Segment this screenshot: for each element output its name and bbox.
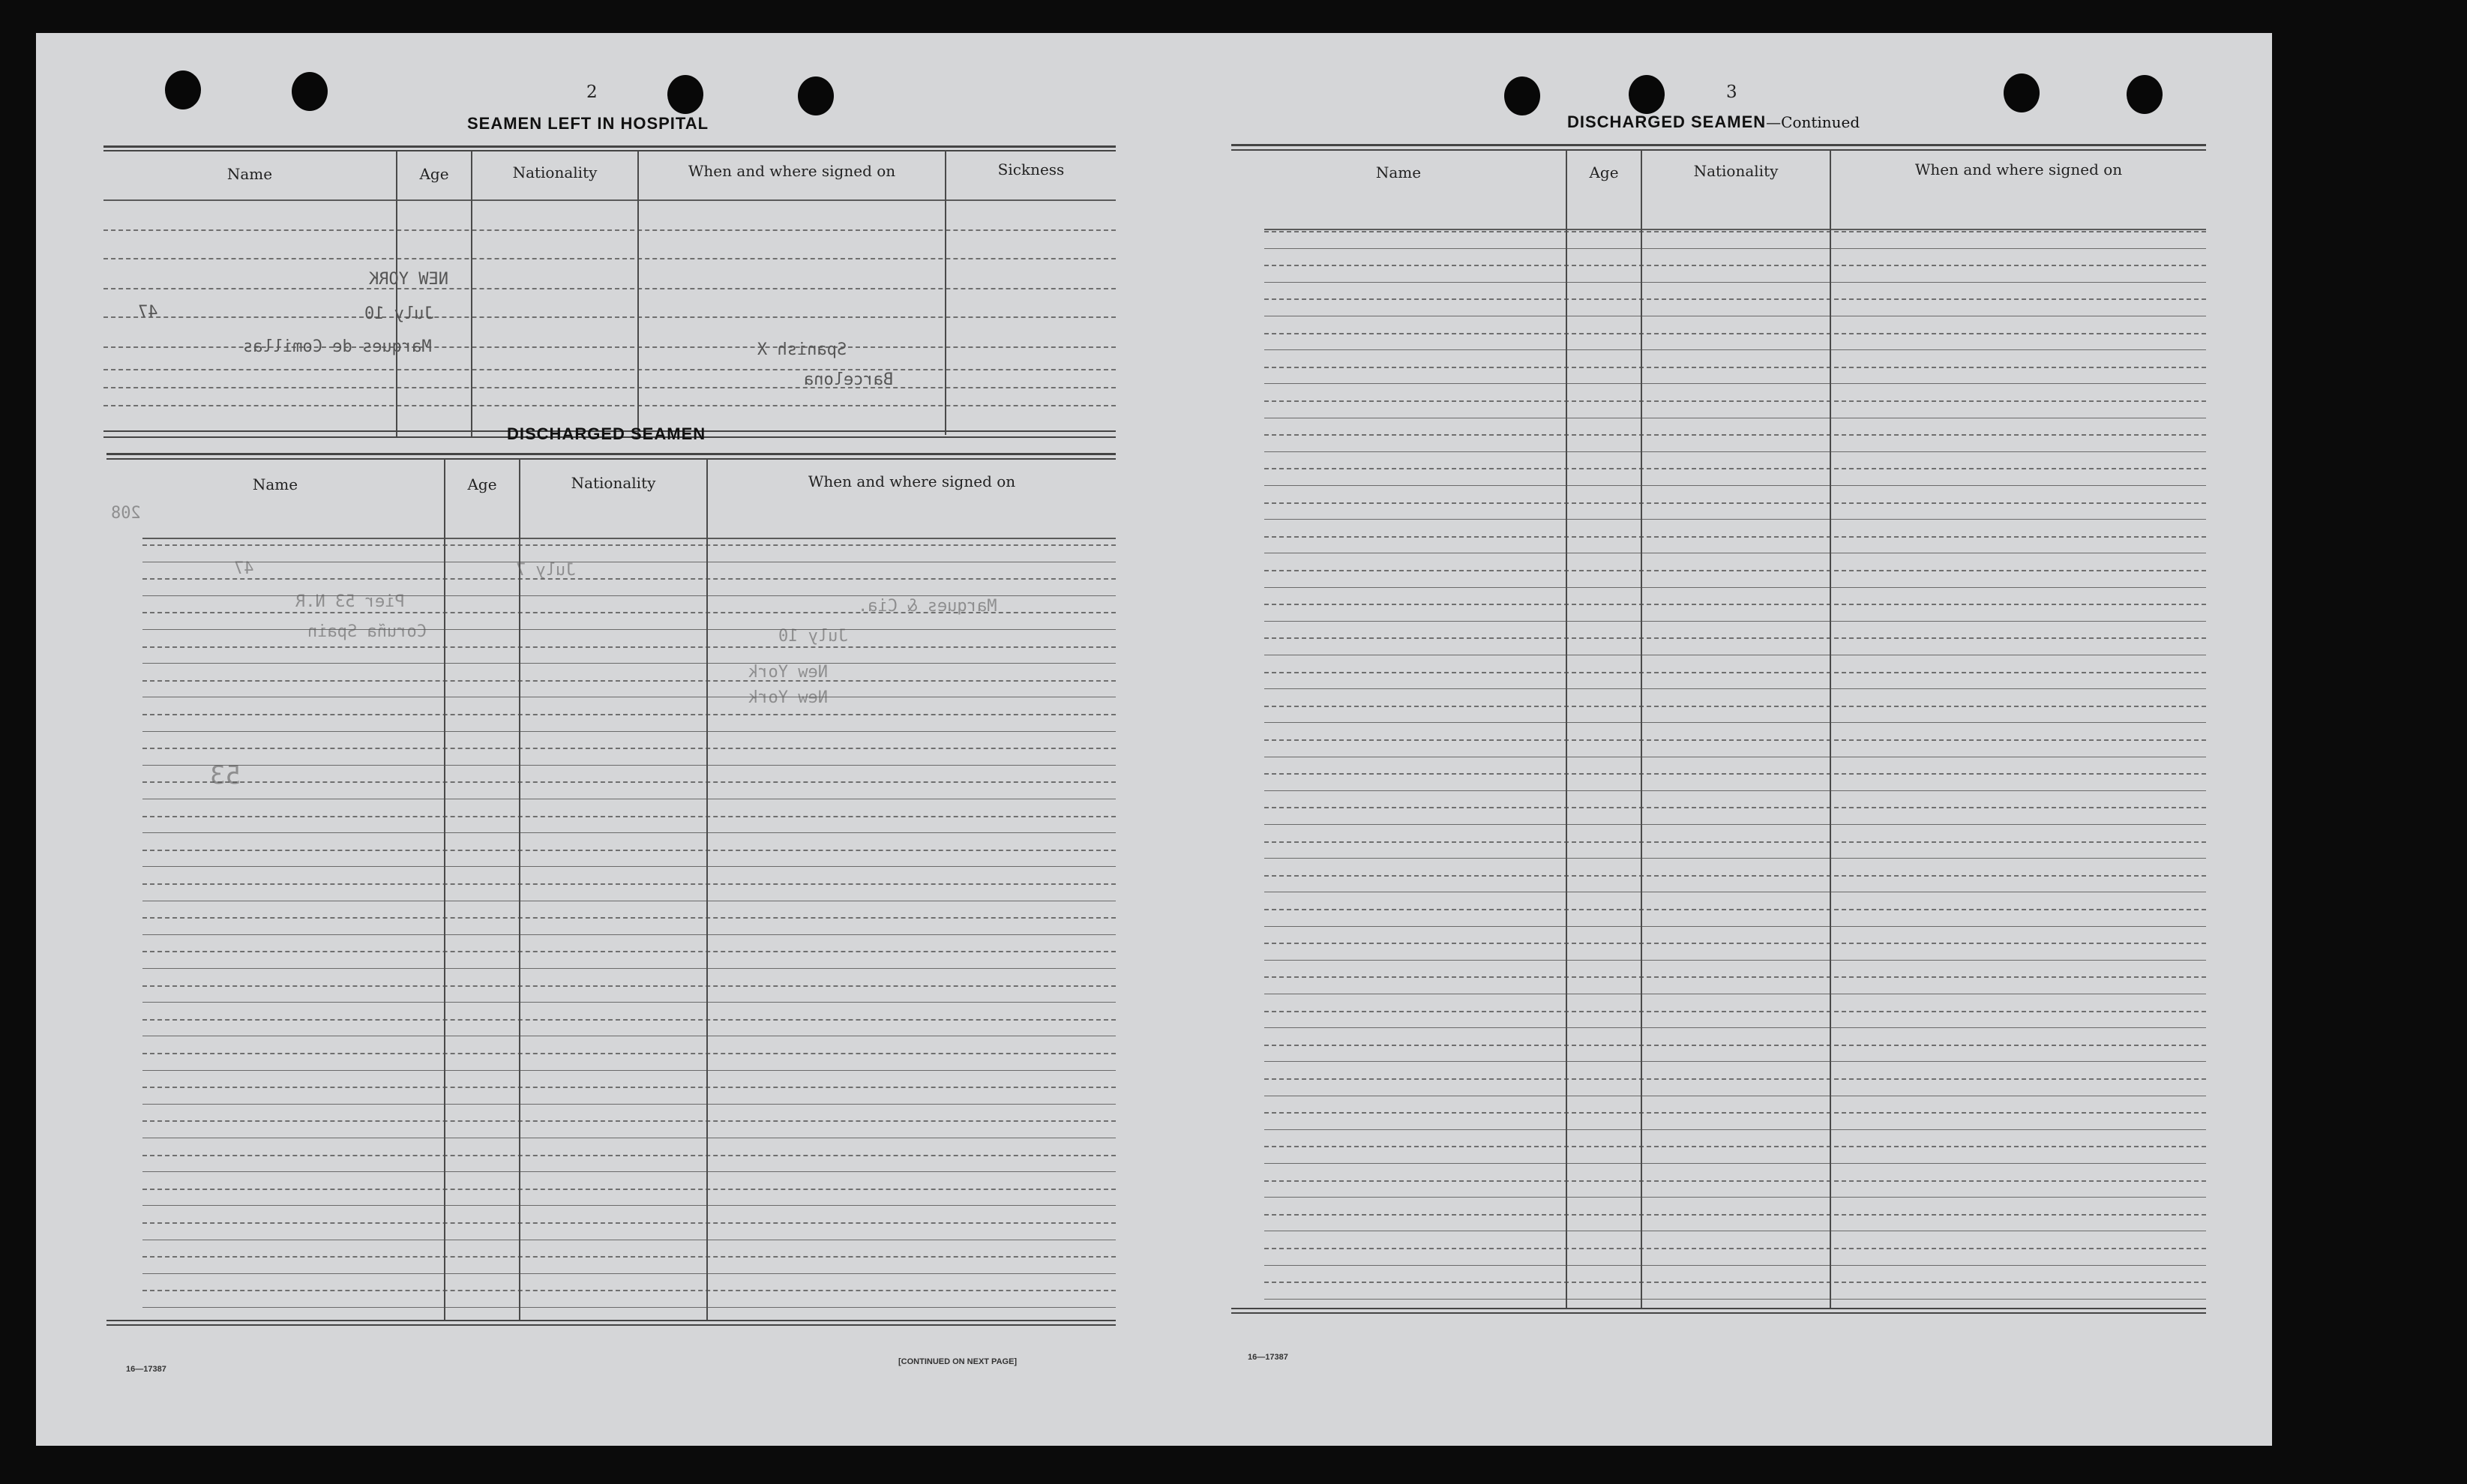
punch-hole — [667, 75, 703, 114]
table-row-line — [142, 1290, 1116, 1291]
table-row-line — [1264, 773, 2206, 775]
table-row-line — [1264, 587, 2206, 588]
table-row-line — [142, 544, 1116, 546]
table-row-line — [1264, 976, 2206, 978]
table-row-line — [142, 663, 1116, 664]
table-row-line — [1264, 282, 2206, 283]
discharged-col-nationality: Nationality — [571, 474, 656, 492]
table-row-line — [142, 1171, 1116, 1172]
table-row-line — [1264, 1282, 2206, 1283]
left-form-number: 16—17387 — [126, 1365, 166, 1374]
table-row-line — [1264, 824, 2206, 825]
table-row-line — [142, 1104, 1116, 1105]
right-title-suffix: —Continued — [1766, 113, 1860, 131]
hospital-row-line — [103, 288, 1116, 289]
table-row-line — [142, 1120, 1116, 1122]
table-row-line — [1264, 349, 2206, 350]
right-col-divider — [1830, 150, 1831, 1309]
table-row-line — [142, 731, 1116, 732]
table-row-line — [1264, 1214, 2206, 1216]
table-row-line — [1264, 248, 2206, 249]
discharged-bottom-rule-2 — [106, 1324, 1116, 1326]
hospital-col-sickness: Sickness — [997, 160, 1065, 178]
table-row-line — [1264, 672, 2206, 673]
table-row-line — [142, 1273, 1116, 1274]
table-row-line — [1264, 1180, 2206, 1182]
table-row-line — [1264, 451, 2206, 452]
discharged-top-rule-2 — [106, 458, 1116, 460]
punch-hole — [2004, 73, 2040, 112]
table-row-line — [142, 646, 1116, 648]
punch-hole — [2127, 75, 2163, 114]
table-row-line — [1264, 383, 2206, 384]
table-row-line — [1264, 875, 2206, 877]
right-col-signed-on: When and where signed on — [1914, 160, 2123, 178]
table-row-line — [1264, 1027, 2206, 1028]
table-row-line — [142, 1256, 1116, 1258]
hospital-col-age: Age — [419, 165, 449, 183]
table-row-line — [1264, 1197, 2206, 1198]
table-row-line — [142, 748, 1116, 749]
hospital-col-divider — [471, 151, 472, 438]
table-row-line — [142, 1087, 1116, 1088]
table-row-line — [1264, 468, 2206, 469]
bleed-text: 53 — [210, 760, 241, 790]
table-row-line — [142, 850, 1116, 851]
hospital-top-rule — [103, 145, 1116, 148]
table-row-line — [142, 866, 1116, 867]
hospital-col-divider — [396, 151, 397, 438]
table-row-line — [142, 1002, 1116, 1003]
table-row-line — [1264, 367, 2206, 368]
bleed-text: Marques de Comillas — [243, 337, 432, 356]
table-row-line — [1264, 1248, 2206, 1249]
discharged-col-signed-on: When and where signed on — [808, 472, 1016, 490]
table-row-line — [142, 934, 1116, 935]
bleed-text: 47 — [138, 303, 158, 322]
bleed-text: New York — [748, 663, 828, 682]
bleed-text: Marques & Cia. — [858, 597, 997, 616]
right-title-main: DISCHARGED SEAMEN — [1567, 112, 1767, 131]
hospital-row-line — [103, 258, 1116, 259]
table-row-line — [1264, 536, 2206, 538]
table-row-line — [1264, 1146, 2206, 1147]
right-col-nationality: Nationality — [1693, 162, 1779, 180]
table-row-line — [1264, 909, 2206, 910]
table-row-line — [1264, 1299, 2206, 1300]
discharged-top-rule — [106, 453, 1116, 455]
table-row-line — [1264, 637, 2206, 639]
table-row-line — [1264, 926, 2206, 927]
table-row-line — [142, 595, 1116, 596]
table-row-line — [1264, 502, 2206, 504]
table-row-line — [142, 816, 1116, 817]
table-row-line — [142, 883, 1116, 885]
discharged-col-divider — [706, 459, 708, 1321]
right-bottom-rule — [1231, 1308, 2206, 1309]
right-bottom-rule-2 — [1231, 1312, 2206, 1314]
discharged-col-divider — [444, 459, 445, 1321]
table-row-line — [1264, 604, 2206, 605]
table-row-line — [1264, 706, 2206, 707]
table-row-line — [1264, 722, 2206, 723]
right-top-rule-2 — [1231, 149, 2206, 151]
table-row-line — [142, 1019, 1116, 1021]
hospital-top-rule-2 — [103, 150, 1116, 151]
table-row-line — [1264, 739, 2206, 741]
table-row-line — [142, 832, 1116, 833]
table-row-line — [1264, 434, 2206, 436]
hospital-row-line — [103, 369, 1116, 370]
table-row-line — [1264, 298, 2206, 300]
table-row-line — [1264, 1045, 2206, 1046]
hospital-row-line — [103, 229, 1116, 231]
bleed-text: NEW YORK — [369, 270, 448, 289]
table-row-line — [1264, 1112, 2206, 1114]
table-row-line — [1264, 519, 2206, 520]
table-row-line — [1264, 265, 2206, 266]
right-page-number: 3 — [1726, 82, 1737, 102]
table-row-line — [1264, 790, 2206, 791]
table-row-line — [1264, 807, 2206, 808]
table-row-line — [142, 951, 1116, 952]
bleed-text: 208 — [111, 504, 141, 523]
table-row-line — [142, 968, 1116, 969]
table-row-line — [142, 1070, 1116, 1071]
hospital-col-name: Name — [226, 165, 273, 183]
table-header-rule — [142, 538, 1116, 539]
punch-hole — [165, 70, 201, 109]
discharged-col-name: Name — [252, 475, 298, 493]
discharged-section-title: DISCHARGED SEAMEN — [507, 424, 706, 443]
table-row-line — [1264, 1078, 2206, 1080]
hospital-row-line — [103, 387, 1116, 388]
table-row-line — [142, 1222, 1116, 1224]
table-row-line — [142, 1155, 1116, 1156]
table-row-line — [1264, 960, 2206, 961]
table-row-line — [142, 781, 1116, 783]
table-row-line — [142, 917, 1116, 919]
hospital-col-nationality: Nationality — [512, 163, 598, 181]
table-row-line — [1264, 231, 2206, 232]
punch-hole — [292, 72, 328, 111]
table-row-line — [1264, 943, 2206, 944]
table-row-line — [142, 578, 1116, 580]
table-row-line — [1264, 333, 2206, 334]
table-row-line — [142, 1189, 1116, 1190]
bleed-text: July 10 — [364, 304, 434, 323]
continued-note: [CONTINUED ON NEXT PAGE] — [898, 1357, 1018, 1366]
table-row-line — [142, 985, 1116, 987]
left-page-number: 2 — [586, 82, 598, 102]
table-row-line — [142, 765, 1116, 766]
right-col-name: Name — [1375, 163, 1422, 181]
bleed-text: Barcelona — [804, 370, 894, 389]
bleed-text: Spanish X — [757, 340, 847, 359]
bleed-text: 47 — [234, 559, 254, 578]
table-row-line — [1264, 400, 2206, 402]
table-row-line — [1264, 570, 2206, 571]
table-row-line — [142, 1205, 1116, 1206]
hospital-section-title: SEAMEN LEFT IN HOSPITAL — [467, 114, 709, 133]
right-col-divider — [1566, 150, 1567, 1309]
right-col-age: Age — [1589, 163, 1619, 181]
hospital-col-divider — [637, 151, 639, 438]
table-row-line — [142, 1307, 1116, 1308]
bleed-text: July 7 — [516, 561, 576, 580]
bleed-text: Coruña Spain — [307, 622, 427, 641]
hospital-header-rule — [103, 199, 1116, 201]
right-col-divider — [1641, 150, 1642, 1309]
table-row-line — [1264, 1163, 2206, 1164]
table-row-line — [142, 1053, 1116, 1054]
hospital-col-signed-on: When and where signed on — [688, 162, 896, 180]
table-row-line — [1264, 841, 2206, 843]
right-section-title — [1567, 112, 1860, 132]
table-row-line — [1264, 1129, 2206, 1130]
table-header-rule — [1264, 229, 2206, 230]
table-row-line — [142, 680, 1116, 682]
right-form-number: 16—17387 — [1248, 1353, 1288, 1362]
discharged-bottom-rule — [106, 1320, 1116, 1321]
table-row-line — [1264, 621, 2206, 622]
punch-hole — [1504, 76, 1540, 115]
hospital-row-line — [103, 405, 1116, 406]
bleed-text: Pier 53 N.R — [295, 592, 405, 611]
hospital-col-divider — [945, 150, 946, 435]
bleed-text: New York — [748, 688, 828, 707]
table-row-line — [1264, 1061, 2206, 1062]
document-sheet — [36, 33, 2272, 1446]
table-row-line — [1264, 1265, 2206, 1266]
punch-hole — [798, 76, 834, 115]
right-top-rule — [1231, 144, 2206, 146]
table-row-line — [1264, 485, 2206, 486]
table-row-line — [142, 714, 1116, 715]
table-row-line — [1264, 858, 2206, 859]
hospital-row-line — [103, 316, 1116, 318]
bleed-text: July 10 — [778, 627, 848, 646]
discharged-col-divider — [519, 459, 520, 1321]
punch-hole — [1629, 75, 1665, 114]
table-row-line — [1264, 1011, 2206, 1012]
table-row-line — [1264, 688, 2206, 689]
discharged-col-age: Age — [467, 475, 497, 493]
table-row-line — [142, 629, 1116, 630]
